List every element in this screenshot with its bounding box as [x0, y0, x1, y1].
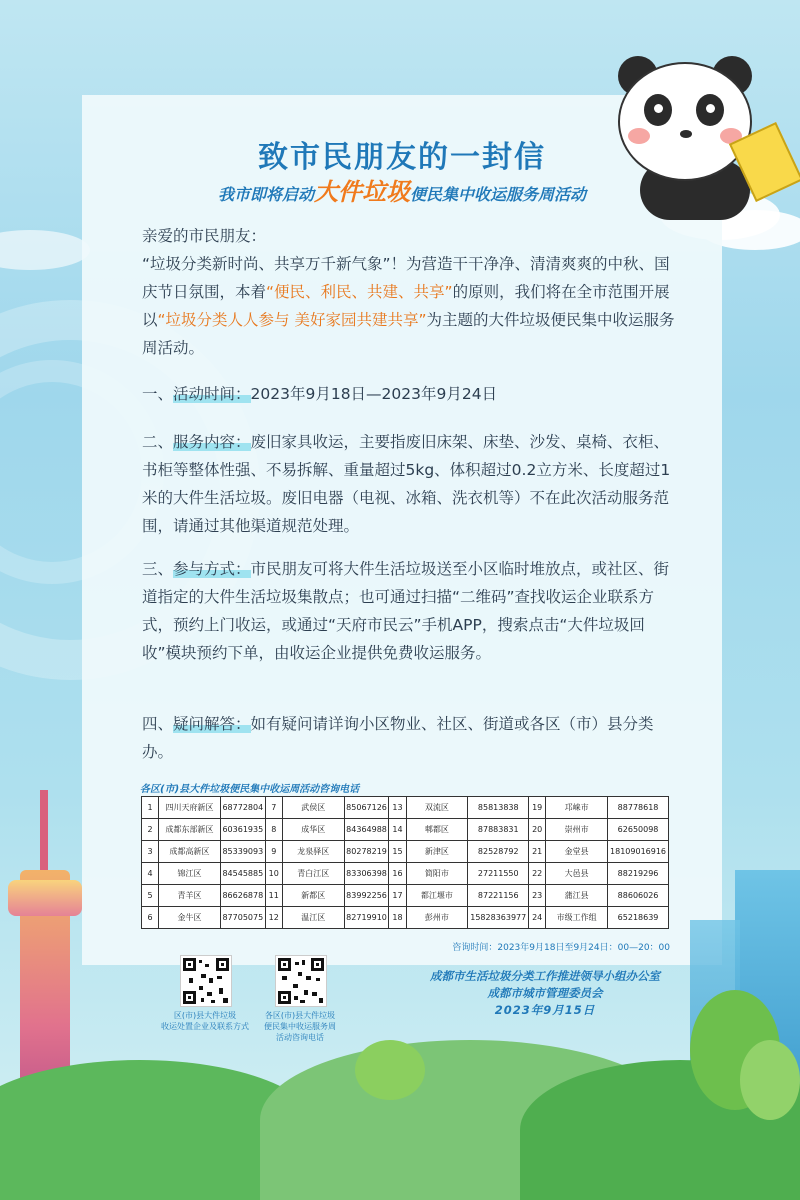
- table-cell: 锦江区: [159, 863, 221, 885]
- tv-tower-icon: [40, 790, 48, 880]
- table-cell: 11: [265, 885, 282, 907]
- table-cell: 8: [265, 819, 282, 841]
- table-cell: 成华区: [282, 819, 344, 841]
- qr1-caption: [150, 1010, 260, 1032]
- intro-paragraph: [142, 250, 682, 362]
- table-cell: 86626878: [220, 885, 265, 907]
- qr2-caption-line: 活动咨询电话: [276, 1033, 324, 1042]
- table-cell: 16: [389, 863, 406, 885]
- section-label: 活动时间：: [173, 385, 251, 403]
- table-cell: 15828363977: [468, 907, 529, 929]
- section-number: 二、: [142, 433, 174, 451]
- table-cell: 双流区: [406, 797, 468, 819]
- qr2-caption-line: 各区(市)县大件垃圾: [264, 1011, 336, 1020]
- table-cell: 简阳市: [406, 863, 468, 885]
- org-name-2: 成都市城市管理委员会: [487, 986, 603, 1000]
- subtitle-pre: 我市即将启动: [217, 185, 314, 204]
- table-cell: 85067126: [344, 797, 389, 819]
- table-cell: 17: [389, 885, 406, 907]
- table-cell: 82528792: [468, 841, 529, 863]
- section-number: 四、: [142, 715, 174, 733]
- section-text: 如有疑问请详询小区物业、社区、街道或各区（市）县分类办。: [142, 715, 654, 761]
- table-cell: 蒲江县: [546, 885, 608, 907]
- table-cell: 18: [389, 907, 406, 929]
- table-cell: 金牛区: [159, 907, 221, 929]
- table-cell: 4: [142, 863, 159, 885]
- table-cell: 84545885: [220, 863, 265, 885]
- page-subtitle: [82, 172, 722, 207]
- table-cell: 3: [142, 841, 159, 863]
- table-cell: 87705075: [220, 907, 265, 929]
- bush: [740, 1040, 800, 1120]
- table-cell: 21: [529, 841, 546, 863]
- qr2-caption: [250, 1010, 350, 1043]
- table-cell: 22: [529, 863, 546, 885]
- table-cell: 9: [265, 841, 282, 863]
- table-cell: 市级工作组: [546, 907, 608, 929]
- table-cell: 2: [142, 819, 159, 841]
- qr-code-icon[interactable]: [275, 955, 327, 1007]
- table-cell: 彭州市: [406, 907, 468, 929]
- qr2-caption-line: 便民集中收运服务周: [264, 1022, 336, 1031]
- table-row: [142, 863, 669, 885]
- table-cell: 6: [142, 907, 159, 929]
- subtitle-post: 便民集中收运服务周活动: [410, 185, 587, 204]
- table-row: [142, 885, 669, 907]
- greeting: 亲爱的市民朋友：: [142, 227, 267, 245]
- table-cell: 19: [529, 797, 546, 819]
- table-cell: 27211550: [468, 863, 529, 885]
- table-cell: 83992256: [344, 885, 389, 907]
- table-cell: 88606026: [608, 885, 669, 907]
- table-cell: 都江堰市: [406, 885, 468, 907]
- table-cell: 金堂县: [546, 841, 608, 863]
- table-cell: 新津区: [406, 841, 468, 863]
- table-cell: 87221156: [468, 885, 529, 907]
- table-title: 各区(市)县大件垃圾便民集中收运周活动咨询电话: [140, 784, 360, 795]
- qr1-caption-line: 收运处置企业及联系方式: [161, 1022, 249, 1031]
- section-number: 三、: [142, 560, 174, 578]
- phone-table: [141, 796, 669, 929]
- section-participation: [142, 555, 682, 667]
- table-cell: 12: [265, 907, 282, 929]
- table-cell: 1: [142, 797, 159, 819]
- table-cell: 大邑县: [546, 863, 608, 885]
- table-cell: 青白江区: [282, 863, 344, 885]
- letter-body: [142, 222, 682, 362]
- table-cell: 成都高新区: [159, 841, 221, 863]
- table-cell: 10: [265, 863, 282, 885]
- table-cell: 13: [389, 797, 406, 819]
- intro-text-2: 的原则，我们将在全市范围开展以: [142, 283, 670, 329]
- qr-code-icon[interactable]: [180, 955, 232, 1007]
- table-cell: 80278219: [344, 841, 389, 863]
- table-cell: 68772804: [220, 797, 265, 819]
- issue-date: 2023年9月15日: [494, 1003, 596, 1017]
- table-cell: 82719910: [344, 907, 389, 929]
- table-cell: 武侯区: [282, 797, 344, 819]
- table-cell: 88219296: [608, 863, 669, 885]
- tower-ring: [8, 880, 82, 916]
- table-cell: 邛崃市: [546, 797, 608, 819]
- table-cell: 85813838: [468, 797, 529, 819]
- section-text: 2023年9月18日—2023年9月24日: [250, 385, 498, 403]
- section-text: 废旧家具收运，主要指废旧床架、床垫、沙发、桌椅、衣柜、书柜等整体性强、不易拆解、重量超过5kg、体积超过0.2立方米、长度超过1米的大件生活垃圾。废旧电器（电视、冰箱、洗衣机等）不在此次活动服务范围，请通过其他渠道规范处理。: [142, 433, 671, 535]
- table-cell: 崇州市: [546, 819, 608, 841]
- table-cell: 新都区: [282, 885, 344, 907]
- table-cell: 20: [529, 819, 546, 841]
- table-cell: 83306398: [344, 863, 389, 885]
- bush: [355, 1040, 425, 1100]
- table-cell: 65218639: [608, 907, 669, 929]
- qr1-caption-line: 区(市)县大件垃圾: [173, 1011, 237, 1020]
- table-cell: 87883831: [468, 819, 529, 841]
- table-cell: 88778618: [608, 797, 669, 819]
- table-row: [142, 841, 669, 863]
- intro-highlight-1: “便民、利民、共建、共享”: [266, 283, 453, 301]
- table-cell: 14: [389, 819, 406, 841]
- table-cell: 郫都区: [406, 819, 468, 841]
- table-cell: 5: [142, 885, 159, 907]
- intro-text-3: 为主题的大件垃圾便民集中收运服务周活动。: [142, 311, 675, 357]
- table-cell: 23: [529, 885, 546, 907]
- table-cell: 四川天府新区: [159, 797, 221, 819]
- page-title: 致市民朋友的一封信: [258, 140, 546, 175]
- section-label: 参与方式：: [173, 560, 251, 578]
- table-cell: 成都东部新区: [159, 819, 221, 841]
- table-cell: 青羊区: [159, 885, 221, 907]
- table-cell: 7: [265, 797, 282, 819]
- table-cell: 24: [529, 907, 546, 929]
- section-service-content: [142, 428, 682, 540]
- intro-highlight-2: “垃圾分类人人参与 美好家园共建共享”: [157, 311, 427, 329]
- section-faq: [142, 710, 682, 766]
- section-activity-time: [142, 380, 682, 408]
- table-row: [142, 907, 669, 929]
- table-cell: 温江区: [282, 907, 344, 929]
- table-row: [142, 819, 669, 841]
- subtitle-highlight: 大件垃圾: [314, 178, 410, 206]
- intro-text-1: “垃圾分类新时尚、共享万千新气象”！为营造干干净净、清清爽爽的中秋、国庆节日氛围，本着: [142, 255, 670, 301]
- table-cell: 18109016916: [608, 841, 669, 863]
- org-name-1: 成都市生活垃圾分类工作推进领导小组办公室: [430, 969, 660, 983]
- table-cell: 15: [389, 841, 406, 863]
- section-number: 一、: [142, 385, 174, 403]
- issuing-organization: [380, 968, 710, 1019]
- table-cell: 60361935: [220, 819, 265, 841]
- table-cell: 龙泉驿区: [282, 841, 344, 863]
- section-label: 服务内容：: [173, 433, 251, 451]
- table-cell: 85339093: [220, 841, 265, 863]
- section-text: 市民朋友可将大件生活垃圾送至小区临时堆放点，或社区、街道指定的大件生活垃圾集散点；也可通过扫描“二维码”查找收运企业联系方式，预约上门收运，或通过“天府市民云”手机APP，搜索点击“大件垃圾回收”模块预约下单，由收运企业提供免费收运服务。: [142, 560, 670, 662]
- section-label: 疑问解答：: [173, 715, 251, 733]
- table-cell: 62650098: [608, 819, 669, 841]
- consult-time: 咨询时间：2023年9月18日至9月24日：00—20：00: [452, 943, 670, 953]
- table-cell: 84364988: [344, 819, 389, 841]
- table-row: [142, 797, 669, 819]
